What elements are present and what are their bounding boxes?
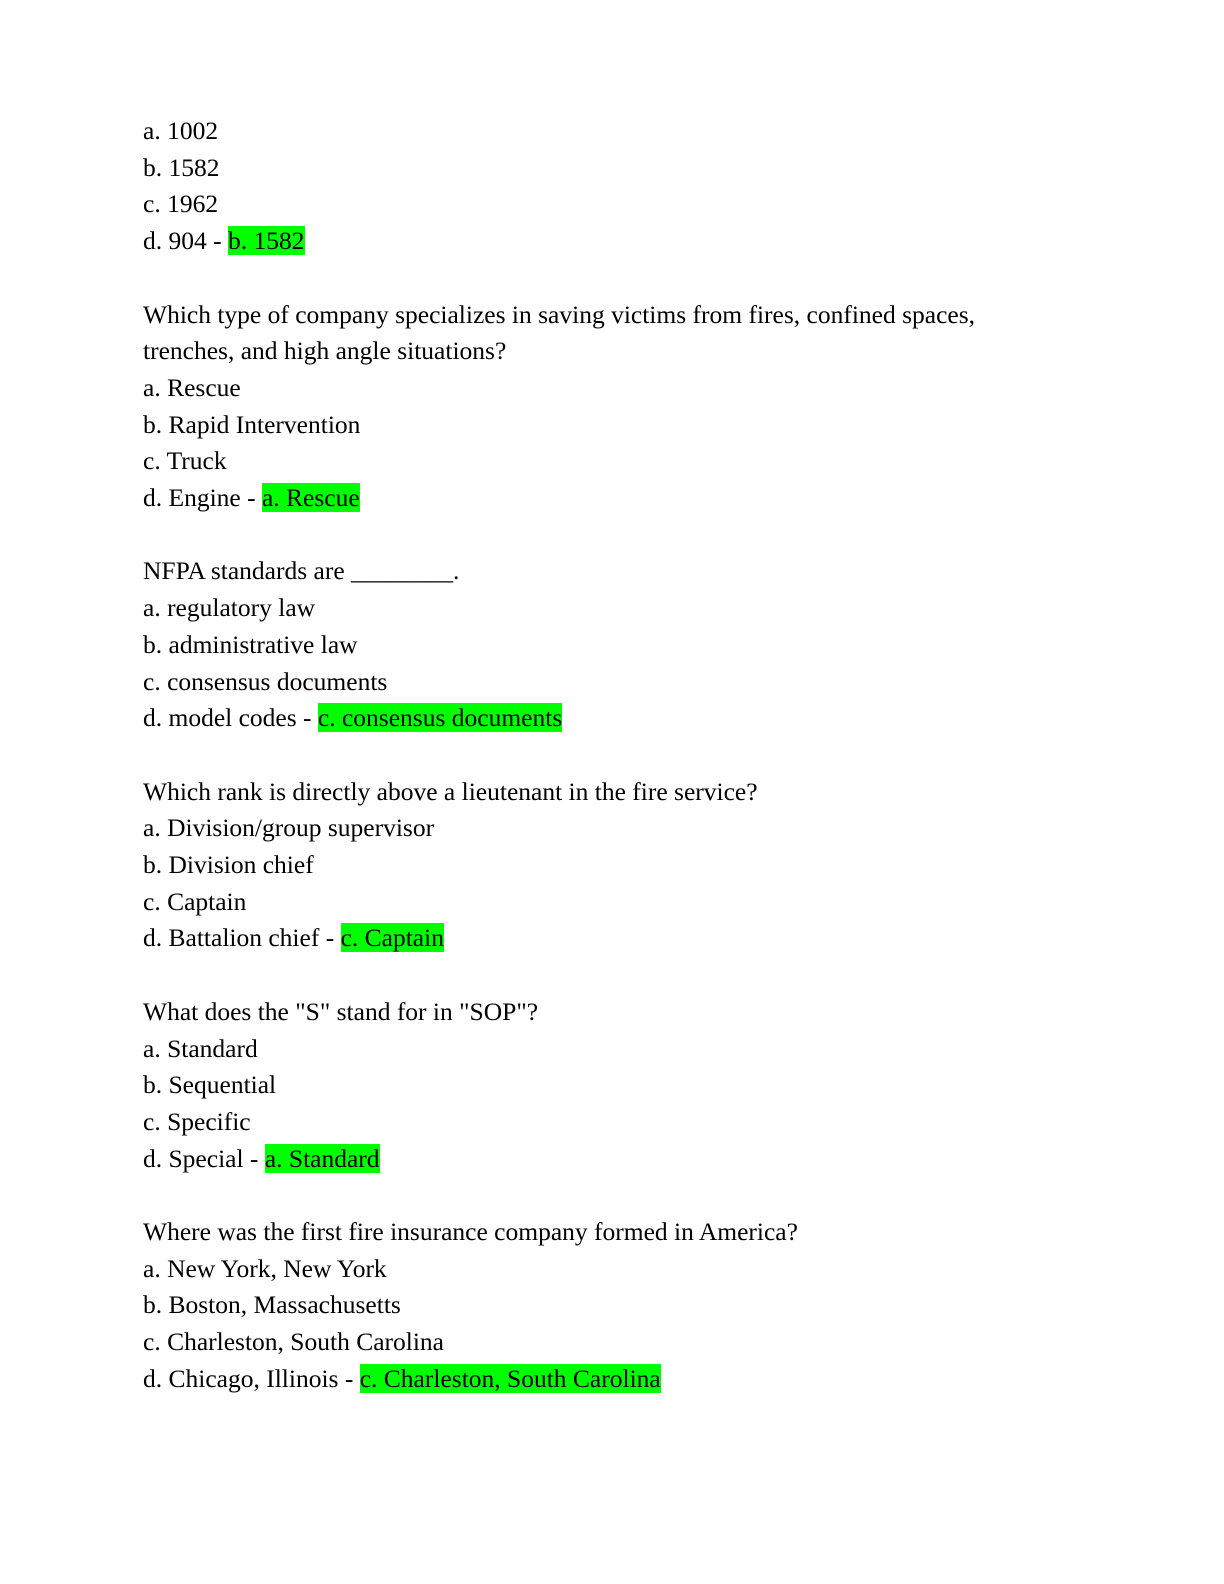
option-a: a. Division/group supervisor (143, 813, 435, 843)
answer-highlight: c. Captain (340, 923, 444, 953)
option-c: c. 1962 (143, 189, 219, 219)
option-d-with-answer (143, 1141, 1103, 1178)
option-d-with-answer (143, 480, 1103, 517)
question-text: What does the "S" stand for in "SOP"? (143, 996, 539, 1026)
answer-highlight: c. consensus documents (317, 703, 563, 733)
answer-highlight: c. Charleston, South Carolina (359, 1363, 661, 1393)
answer-highlight: a. Rescue (261, 483, 360, 513)
option-d: d. Special - (143, 1143, 259, 1173)
question-block (143, 553, 1103, 737)
option-d: d. Chicago, Illinois - (143, 1363, 354, 1393)
answer-highlight: b. 1582 (228, 226, 305, 256)
option-b: b. 1582 (143, 152, 220, 182)
answer-highlight: a. Standard (264, 1143, 380, 1173)
option-a: a. 1002 (143, 116, 219, 145)
option-a: a. Standard (143, 1033, 258, 1063)
document-page (143, 113, 1103, 1434)
option-c: c. consensus documents (143, 666, 388, 696)
option-a: a. New York, New York (143, 1253, 387, 1283)
option-d-with-answer (143, 700, 1103, 737)
option-b: b. Boston, Massachusetts (143, 1290, 401, 1320)
option-d: d. 904 - (143, 226, 222, 256)
option-d: d. Engine - (143, 483, 256, 513)
option-b: b. administrative law (143, 629, 358, 659)
option-c: c. Charleston, South Carolina (143, 1327, 444, 1357)
option-b: b. Rapid Intervention (143, 409, 361, 439)
question-block (143, 774, 1103, 958)
option-a: a. Rescue (143, 372, 241, 402)
option-d-with-answer (143, 920, 1103, 957)
option-b: b. Sequential (143, 1070, 277, 1100)
option-d: d. Battalion chief - (143, 923, 335, 953)
option-d-with-answer (143, 1361, 1103, 1398)
question-text: Where was the first fire insurance company formed in America? (143, 1217, 798, 1247)
question-text: trenches, and high angle situations? (143, 336, 507, 366)
question-text: NFPA standards are ________. (143, 556, 460, 586)
option-d-with-answer (143, 223, 1103, 260)
question-block (143, 113, 1103, 260)
option-c: c. Captain (143, 886, 247, 916)
question-block (143, 1214, 1103, 1398)
question-block (143, 297, 1103, 517)
question-text: Which rank is directly above a lieutenant in the fire service? (143, 776, 758, 806)
question-text: Which type of company specializes in saving victims from fires, confined spaces, (143, 299, 976, 329)
option-c: c. Specific (143, 1106, 251, 1136)
option-d: d. model codes - (143, 703, 312, 733)
question-block (143, 994, 1103, 1178)
option-c: c. Truck (143, 446, 227, 476)
option-b: b. Division chief (143, 850, 314, 880)
option-a: a. regulatory law (143, 593, 316, 623)
